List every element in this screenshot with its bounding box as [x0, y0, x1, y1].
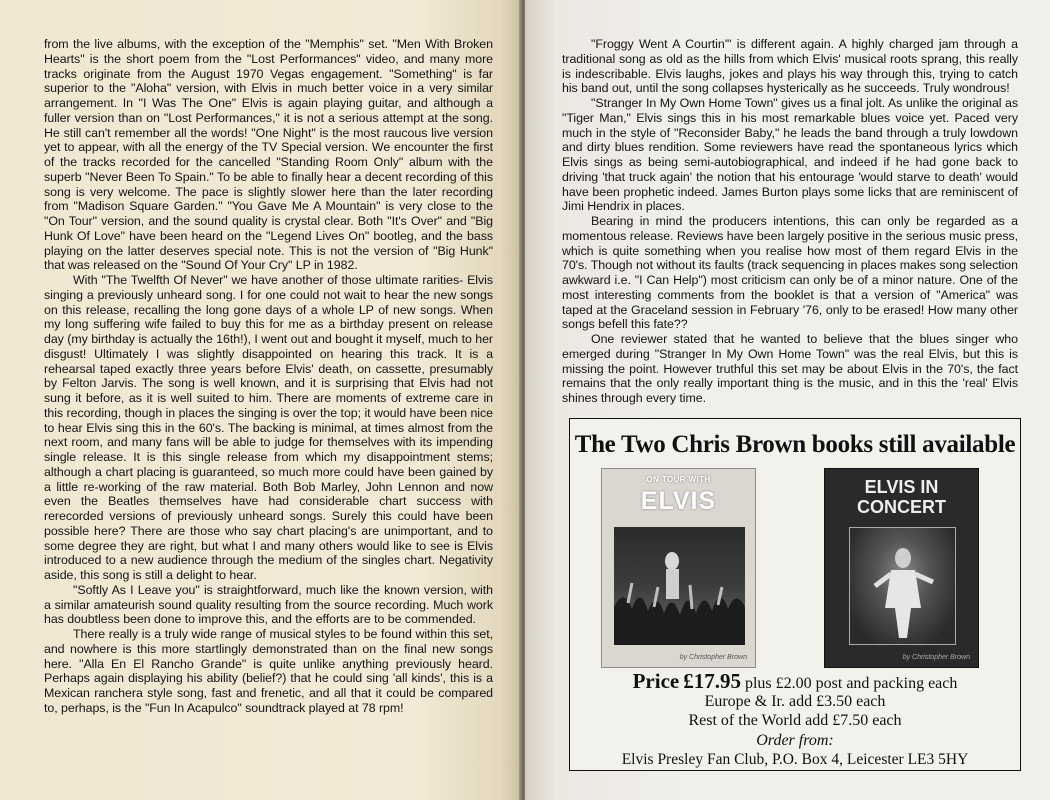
book-cover-in-concert: [824, 468, 979, 668]
book-advertisement: [569, 418, 1021, 771]
performer-photo: [849, 527, 956, 645]
ad-order-from: Order from:: [756, 732, 834, 749]
book2-title: [825, 477, 978, 517]
crowd-illustration: [614, 527, 745, 645]
left-text-column: [44, 37, 493, 716]
book1-title: [602, 475, 755, 516]
book1-title-big: ELVIS: [640, 487, 717, 515]
right-paragraph-2: "Stranger In My Own Home Town" gives us a final jolt. As unlike the original as "Tiger Man," Elvis sings this in his most remarkable blues voice yet. Paced very much in the style of "Reconsider Baby," he leads the band through a truly lowdown and dirty blues rendition. Some reviewers have read the spontaneous lyrics which Elvis sings as being semi-autobiographical, and indeed if he had gone back to driving 'that truck again' the notion that his entourage 'would starve to death' would have been prophetic indeed. James Burton plays some licks that are reminiscent of Jimi Hendrix in places.: [562, 96, 1018, 214]
right-paragraph-4: One reviewer stated that he wanted to believe that the blues singer who emerged during "Stranger In My Own Home Town" was the real Elvis, but this is missing the point. However truthful this set may be about Elvis in the 70's, the fact remains that the only really important thing is the music, and in this the 'real' Elvis shines through every time.: [562, 332, 1018, 405]
book2-title-line2: CONCERT: [857, 497, 946, 517]
right-paragraph-1: "Froggy Went A Courtin'" is different again. A highly charged jam through a traditional song as old as the hills from which Elvis' musical roots sprang, this really is indescribable. Elvis laughs, jokes and plays his way through this, trying to catch his band out, until the song collapses hysterically as he succeeds. Truly wondrous!: [562, 37, 1018, 96]
left-page: [0, 0, 522, 800]
price-label: Price: [632, 669, 680, 693]
left-paragraph-4: There really is a truly wide range of musical styles to be found within this set, and nowhere is this more startlingly demonstrated than on the final new songs here. "Alla En El Rancho Grande" is quite unlike anything previously heard. Perhaps again displaying his ability (belief?) that he could sing 'all kinds', this is a Mexican ranchera style song, fast and frenetic, and all that it could be compared to, perhaps, is the "Fun In Acapulco" soundtrack played at 78 rpm!: [44, 627, 493, 715]
right-text-column: [562, 37, 1018, 406]
concert-crowd-photo: [614, 527, 745, 645]
book2-title-line1: ELVIS IN: [864, 477, 939, 497]
ad-europe-line: Europe & Ir. add £3.50 each: [704, 693, 886, 710]
book-cover-on-tour: [601, 468, 756, 668]
ad-world-line: Rest of the World add £7.50 each: [688, 712, 902, 729]
ad-address: Elvis Presley Fan Club, P.O. Box 4, Leicester LE3 5HY: [621, 751, 969, 768]
performer-illustration: [851, 528, 955, 643]
right-page: [525, 0, 1050, 800]
price-value: £17.95: [683, 669, 741, 693]
left-paragraph-3: "Softly As I Leave you" is straightforward, much like the known version, with a similar amateurish sound quality resulting from the source recording. Much work has doubtless been done to improve this, and the efforts are to be commended.: [44, 582, 493, 627]
book1-author: by Christopher Brown: [679, 654, 747, 661]
book1-title-small: ON TOUR WITH: [646, 475, 711, 484]
right-paragraph-3: Bearing in mind the producers intentions, this can only be regarded as a momentous release. Reviews have been largely positive in the serious music press, which is quite something when you realise how most of them regard Elvis in the 70's. Though not without its faults (track sequencing in places makes song selection awkward i.e. "I Can Help") most criticism can only be of a minor nature. One of the most interesting comments from the booklet is that a version of "America" was taped at the Graceland session in February '76, only to be erased! How many other songs befell this fate??: [562, 214, 1018, 332]
left-paragraph-2: With "The Twelfth Of Never" we have another of those ultimate rarities- Elvis singing a previously unheard song. I for one could not wait to hear the new songs on this release, recalling the long gone days of a whole LP of new songs. When my long suffering wife failed to buy this for me as a birthday present on release day (my birthday is actually the 16th!), I went out and bought it myself, much to her disgust! Ultimately I was slightly disappointed on hearing this track. It is a rehearsal taped exactly three years before Elvis' death, on cassette, presumably by Felton Jarvis. The song is well known, and it is surprising that Elvis had not sung it before, as it is well suited to him. There are moments of extreme care in this recording, though in places the singing is over the top; it would have been nice to hear Elvis sing this in the 60's. The backing is minimal, at times almost from the next room, and many fans will be able to judge for themselves with its impending single release. It is this single release from which my disappointment stems; although a chart placing is guaranteed, so much more could have been gained by a little re-working of the raw material. Both Bob Marley, John Lennon and now even the Beatles themselves have had considerable chart success with rerecorded versions of previously unheard songs. Surely this could have been possible here? There are those who say chart placing's are unimportant, and to some degree they are right, but what I and many others would like to see is Elvis introduced to a new audience through the medium of the singles chart. Negativity aside, this song is still a delight to hear.: [44, 273, 493, 582]
book2-author: by Christopher Brown: [902, 654, 970, 661]
left-paragraph-1: from the live albums, with the exception of the "Memphis" set. "Men With Broken Hearts" is the short poem from the "Lost Performances" video, and many more tracks originate from the August 1970 Vegas engagement. "Something" is far superior to the "Aloha" version, with Elvis in much better voice in a very similar arrangement. In "I Was The One" Elvis is again playing guitar, and although a fuller version than on "Lost Performances," it is not a serious attempt at the song. He still can't remember all the words! "One Night" is the most raucous live version yet to appear, with all the energy of the TV Special version. We encounter the first of the tracks recorded for the cancelled "Standing Room Only" album with the superb "Never Been To Spain." To be able to finally hear a decent recording of this song is very welcome. The pace is slightly slower here than the later recording from "Madison Square Garden." "You Gave Me A Mountain" is very close to the "On Tour" version, and the sound quality is crystal clear. Both "It's Over" and "Big Hunk Of Love" have been heard on the "Legend Lives On" bootleg, and the bass playing on the latter deserves special note. This is not the version of "Big Hunk" that was released on the "Sound Of Your Cry" LP in 1982.: [44, 37, 493, 273]
price-postage: plus £2.00 post and packing each: [744, 675, 958, 692]
ad-title: The Two Chris Brown books still available: [574, 431, 1016, 458]
ad-price-line: [570, 669, 1020, 693]
